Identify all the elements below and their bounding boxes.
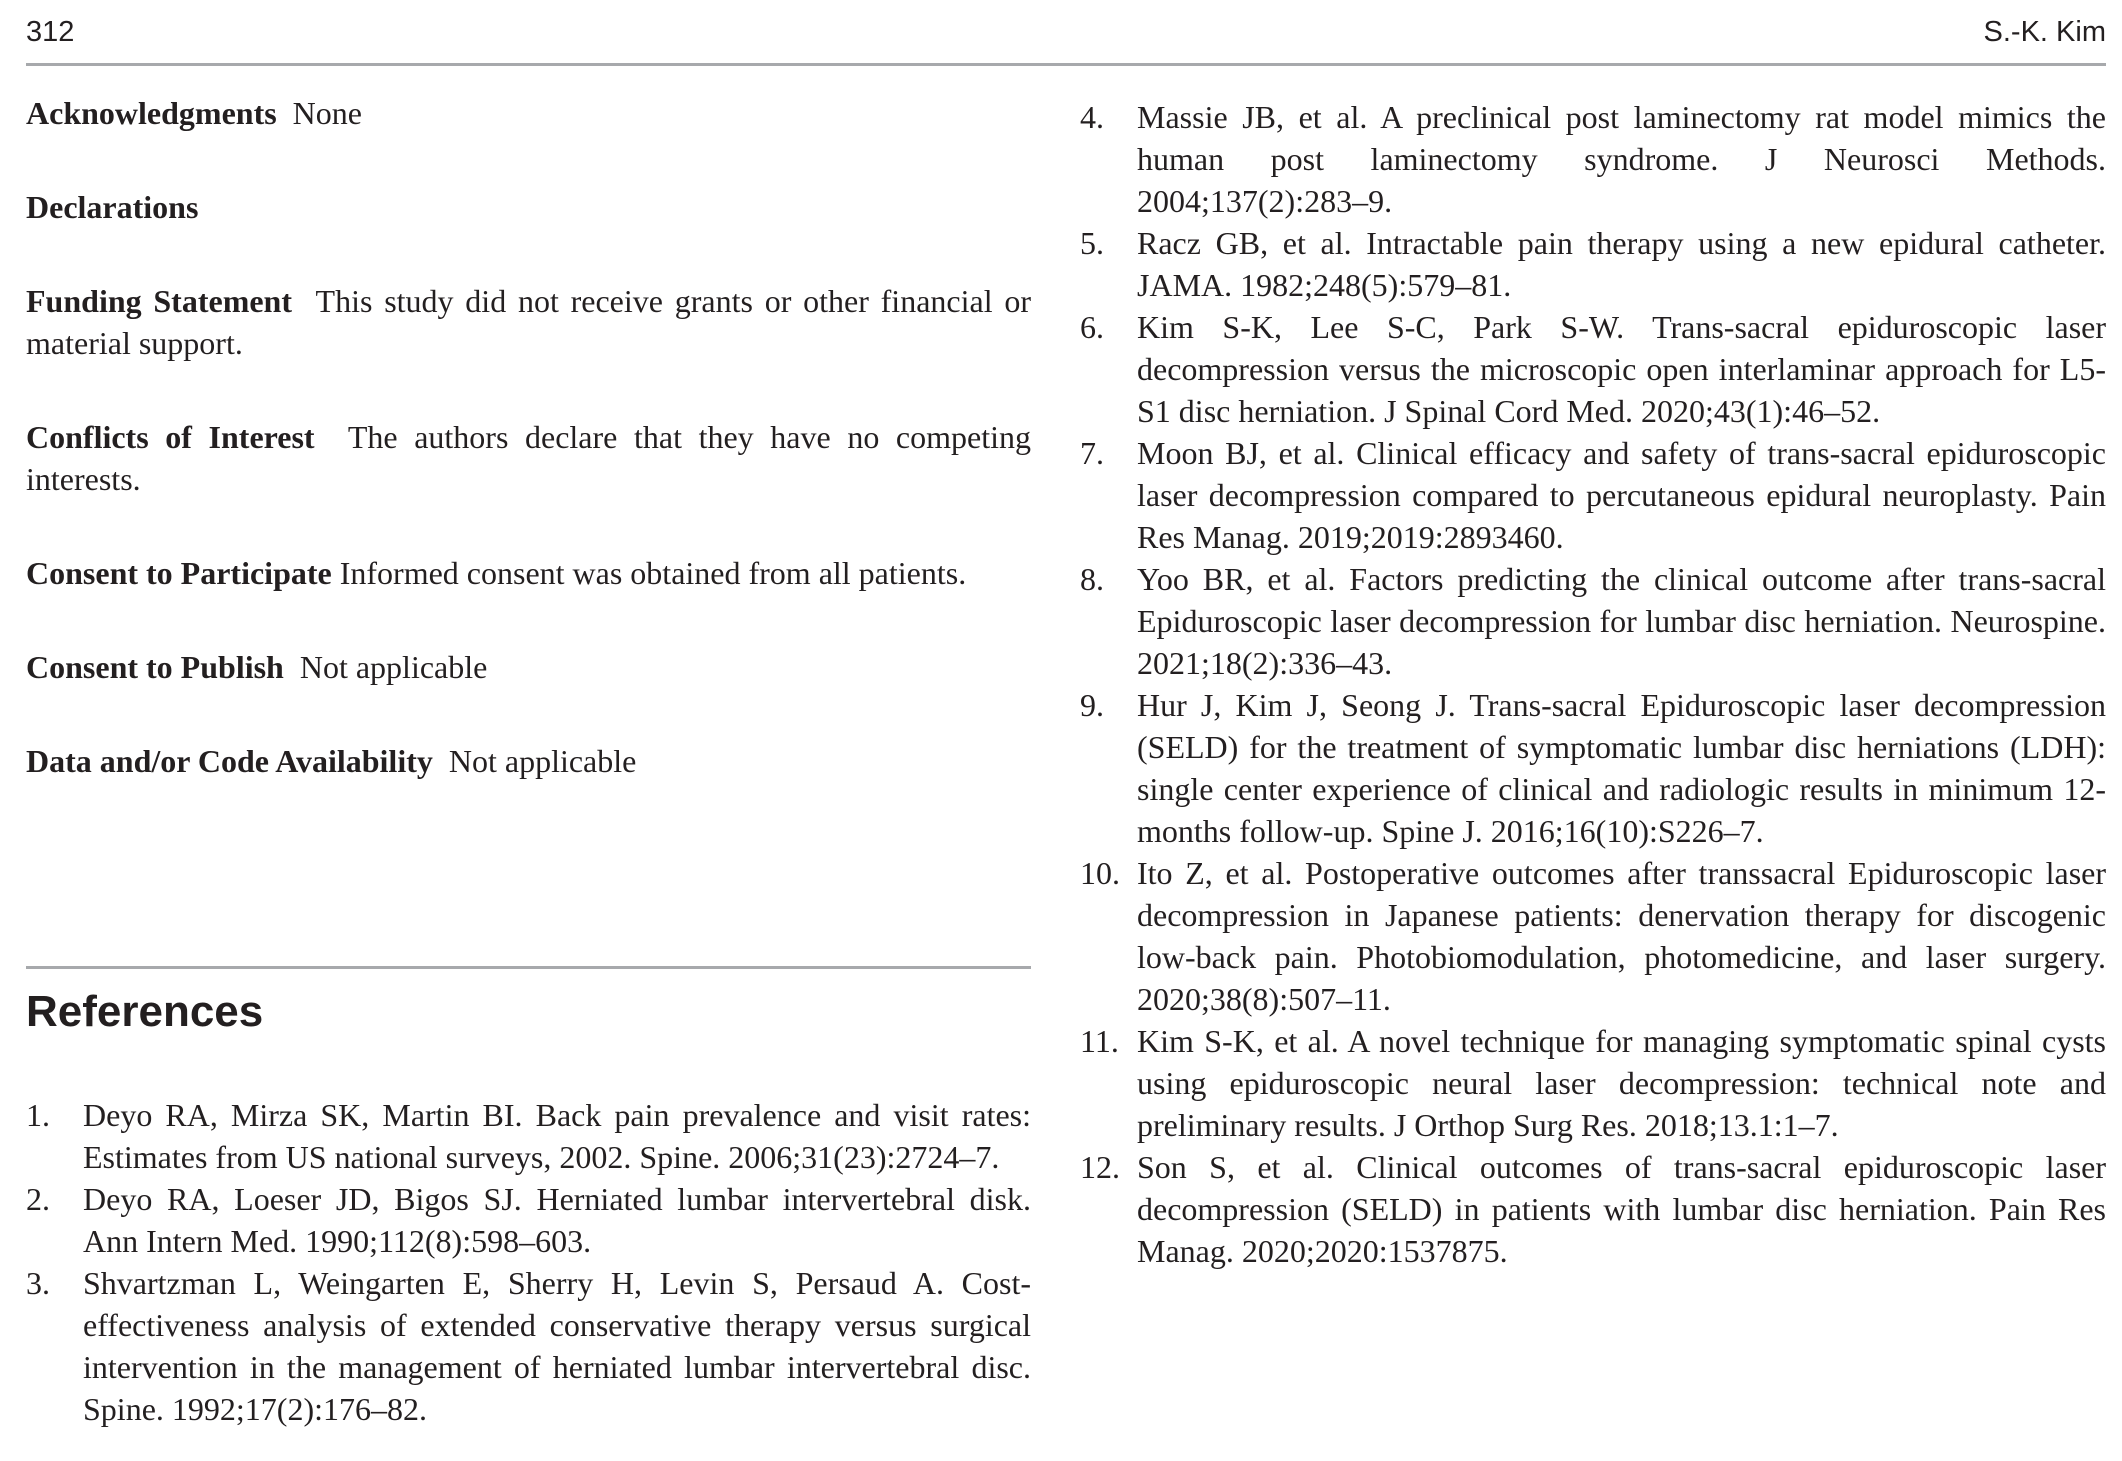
reference-number: 6. (1080, 309, 1104, 345)
reference-number: 3. (26, 1265, 50, 1301)
reference-text: Hur J, Kim J, Seong J. Trans-sacral Epiduroscopic laser decompression (SELD) for the treatment of symptomatic lumbar disc herniations (LDH): single center experience of clinical and radiologic results in minimum 12-months follow-up. Spine J. 2016;16(10):S226–7. (1137, 687, 2106, 849)
conflicts-text: The authors declare that they have no competing interests. (26, 419, 1032, 497)
reference-number: 5. (1080, 225, 1104, 261)
funding-label: Funding Statement (26, 283, 293, 319)
reference-item (26, 1094, 1031, 1178)
conflicts-label: Conflicts of Interest (26, 419, 315, 455)
references-heading: References (26, 987, 264, 1036)
reference-text: Moon BJ, et al. Clinical efficacy and safety of trans-sacral epiduroscopic laser decompression compared to percutaneous epidural neuroplasty. Pain Res Manag. 2019;2019:2893460. (1137, 435, 2106, 555)
reference-item (26, 1262, 1031, 1430)
reference-number: 7. (1080, 435, 1104, 471)
reference-number: 11. (1080, 1023, 1119, 1059)
acknowledgments (26, 92, 1031, 134)
reference-number: 9. (1080, 687, 1104, 723)
reference-text: Yoo BR, et al. Factors predicting the clinical outcome after trans-sacral Epiduroscopic laser decompression for lumbar disc herniation. Neurospine. 2021;18(2):336–43. (1137, 561, 2106, 681)
consent-participate-label: Consent to Participate (26, 555, 332, 591)
references-list-left (26, 1094, 1031, 1430)
reference-number: 8. (1080, 561, 1104, 597)
funding-statement (26, 280, 1031, 364)
acknowledgments-label: Acknowledgments (26, 95, 277, 131)
header-rule (26, 63, 2106, 66)
reference-text: Ito Z, et al. Postoperative outcomes after transsacral Epiduroscopic laser decompression in Japanese patients: denervation therapy for discogenic low-back pain. Photobiomodulation, photomedicine, and laser surgery. 2020;38(8):507–11. (1137, 855, 2106, 1017)
reference-text: Racz GB, et al. Intractable pain therapy using a new epidural catheter. JAMA. 1982;248(5):579–81. (1137, 225, 2106, 303)
references-list-right (1080, 96, 2106, 1272)
reference-number: 1. (26, 1097, 50, 1133)
reference-number: 2. (26, 1181, 50, 1217)
consent-to-publish (26, 646, 1031, 688)
references-rule (26, 966, 1031, 969)
reference-item (1080, 558, 2106, 684)
running-header (26, 12, 2106, 52)
conflicts-of-interest (26, 416, 1031, 500)
page-number: 312 (26, 16, 75, 48)
reference-text: Massie JB, et al. A preclinical post laminectomy rat model mimics the human post laminectomy syndrome. J Neurosci Methods. 2004;137(2):283–9. (1137, 99, 2106, 219)
reference-text: Shvartzman L, Weingarten E, Sherry H, Levin S, Persaud A. Cost-effectiveness analysis of extended conservative therapy versus surgical intervention in the management of herniated lumbar intervertebral disc. Spine. 1992;17(2):176–82. (83, 1265, 1031, 1427)
reference-item (26, 1178, 1031, 1262)
data-availability-text: Not applicable (448, 743, 637, 779)
reference-item (1080, 852, 2106, 1020)
consent-participate-text: Informed consent was obtained from all patients. (339, 555, 967, 591)
reference-text: Kim S-K, et al. A novel technique for managing symptomatic spinal cysts using epiduroscopic neural laser decompression: technical note and preliminary results. J Orthop Surg Res. 2018;13.1:1–7. (1137, 1023, 2106, 1143)
declarations-heading-text: Declarations (26, 189, 199, 225)
data-availability-label: Data and/or Code Availability (26, 743, 433, 779)
running-author: S.-K. Kim (1983, 16, 2106, 48)
reference-number: 4. (1080, 99, 1104, 135)
declarations-heading (26, 186, 1031, 228)
consent-publish-label: Consent to Publish (26, 649, 284, 685)
consent-to-participate (26, 552, 1031, 594)
data-code-availability (26, 740, 1031, 782)
declarations-section (26, 92, 1031, 782)
reference-item (1080, 306, 2106, 432)
reference-item (1080, 96, 2106, 222)
reference-item (1080, 432, 2106, 558)
acknowledgments-text: None (292, 95, 362, 131)
reference-number: 12. (1080, 1149, 1120, 1185)
reference-item (1080, 222, 2106, 306)
reference-text: Deyo RA, Loeser JD, Bigos SJ. Herniated lumbar intervertebral disk. Ann Intern Med. 1990;112(8):598–603. (83, 1181, 1031, 1259)
reference-text: Deyo RA, Mirza SK, Martin BI. Back pain prevalence and visit rates: Estimates from US national surveys, 2002. Spine. 2006;31(23):2724–7. (83, 1097, 1031, 1175)
reference-text: Son S, et al. Clinical outcomes of trans-sacral epiduroscopic laser decompression (SELD) in patients with lumbar disc herniation. Pain Res Manag. 2020;2020:1537875. (1137, 1149, 2106, 1269)
reference-text: Kim S-K, Lee S-C, Park S-W. Trans-sacral epiduroscopic laser decompression versus the microscopic open interlaminar approach for L5-S1 disc herniation. J Spinal Cord Med. 2020;43(1):46–52. (1137, 309, 2106, 429)
consent-publish-text: Not applicable (299, 649, 488, 685)
funding-text: This study did not receive grants or other financial or material support. (26, 283, 1032, 361)
reference-item (1080, 1020, 2106, 1146)
reference-item (1080, 684, 2106, 852)
reference-number: 10. (1080, 855, 1120, 891)
reference-item (1080, 1146, 2106, 1272)
